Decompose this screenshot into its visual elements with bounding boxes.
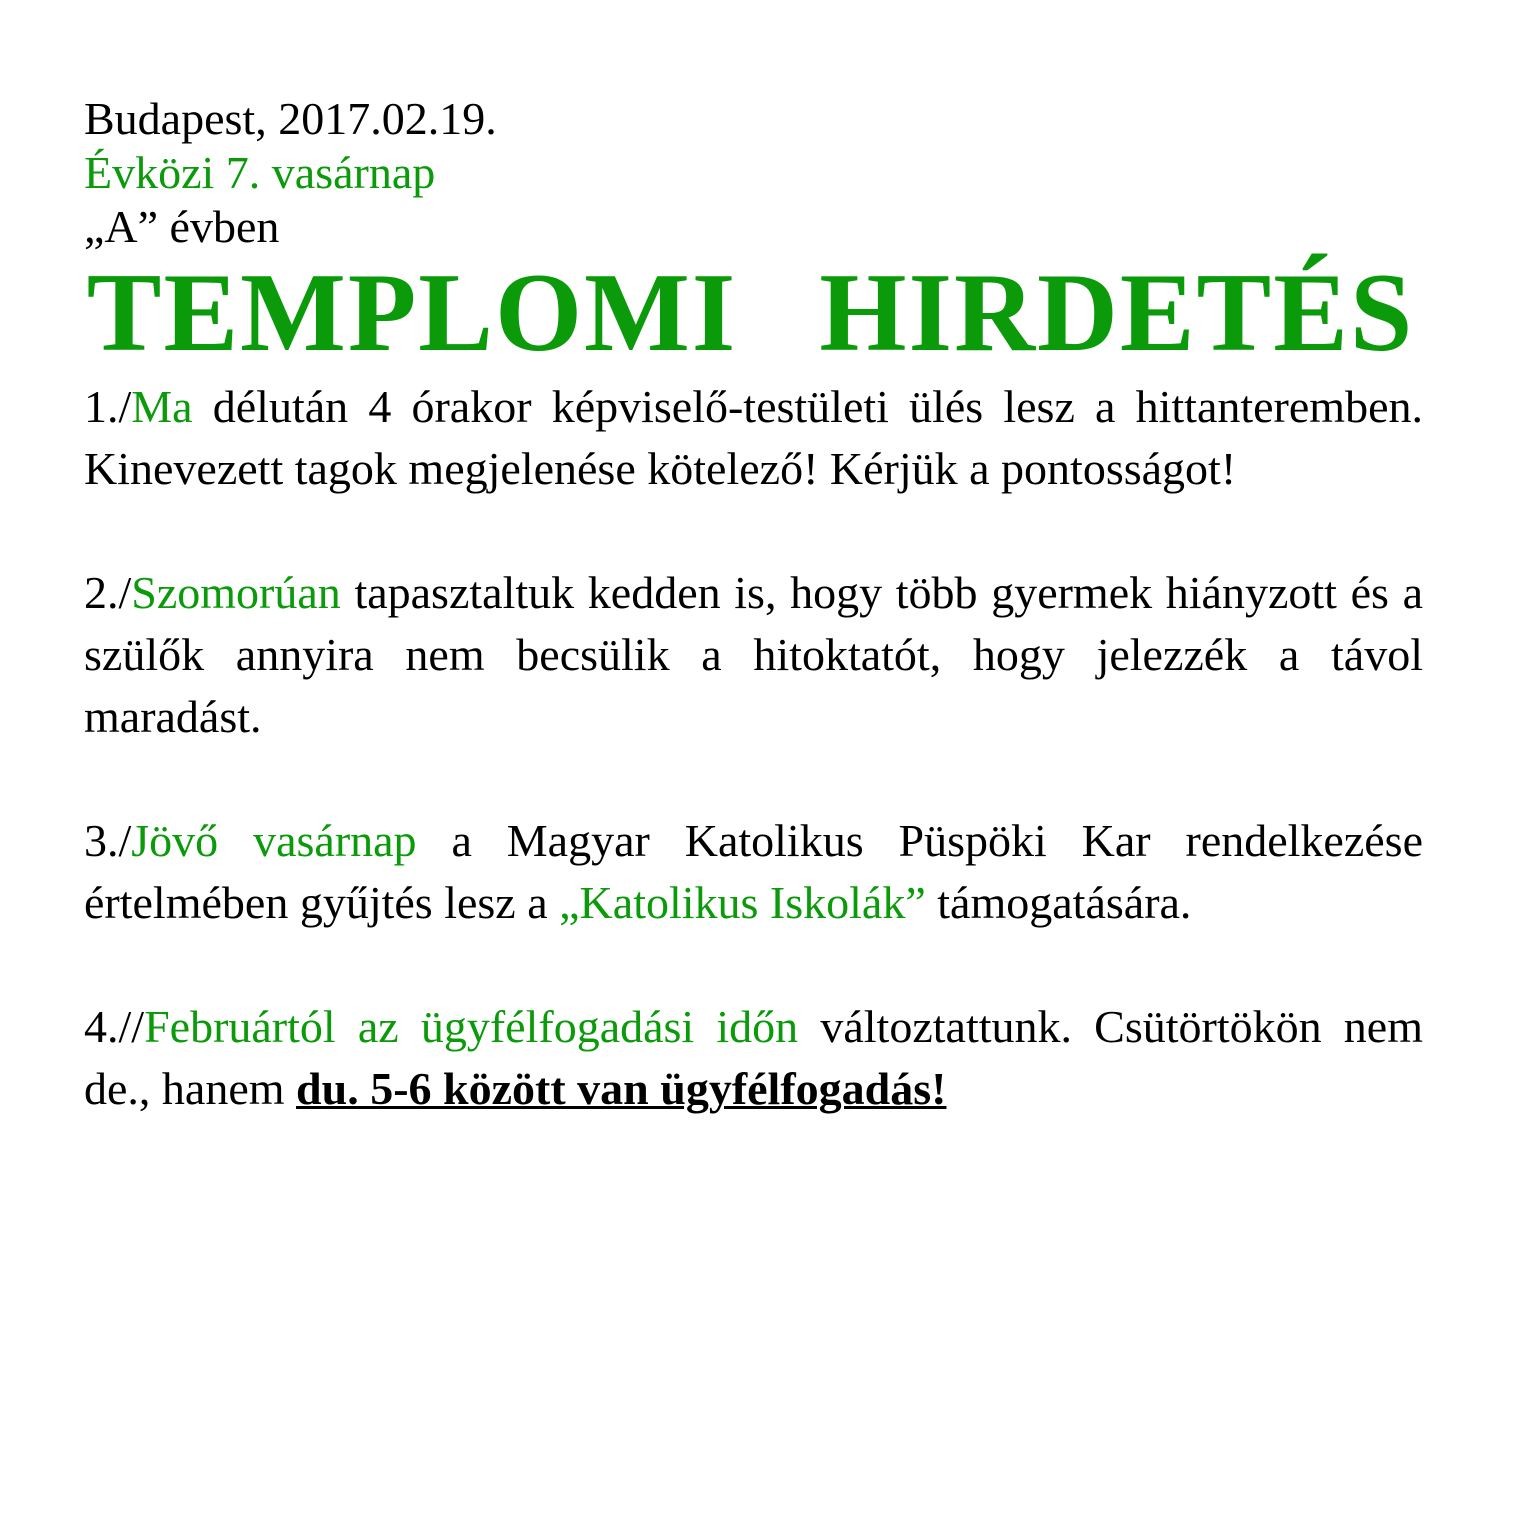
liturgical-year-line: „A” évben: [84, 201, 280, 252]
item-number: 4.//: [84, 1001, 145, 1052]
liturgical-sunday-line: Évközi 7. vasárnap: [84, 147, 436, 198]
announcement-item-4: [84, 996, 1423, 1120]
item-number: 2./: [84, 567, 132, 618]
item-highlight: Jövő vasárnap: [131, 815, 417, 866]
page-title: TEMPLOMI HIRDETÉS: [86, 251, 1415, 375]
item-text: a Magyar Katolikus Püspöki Kar rendelkezése értelmében gyűjtés lesz a: [84, 815, 1424, 928]
announcement-item-1: [84, 376, 1423, 500]
item-number: 1./: [84, 381, 132, 432]
item-highlight: Szomorúan: [131, 567, 341, 618]
item-text-end: támogatására.: [925, 877, 1192, 928]
date-line: Budapest, 2017.02.19.: [84, 93, 497, 144]
item-highlight: Februártól az ügyfélfogadási időn: [144, 1001, 799, 1052]
announcement-item-2: [84, 562, 1423, 748]
item-highlight-quote: „Katolikus Iskolák”: [559, 877, 926, 928]
item-emphasis: du. 5-6 között van ügyfélfogadás!: [296, 1063, 947, 1114]
item-text: tapasztaltuk kedden is, hogy több gyermek hiányzott és a szülők annyira nem becsülik a hitoktatót, hogy jelezzék a távol maradást.: [84, 567, 1423, 742]
item-text: délután 4 órakor képviselő-testületi ülés lesz a hittanteremben. Kinevezett tagok megjelenése kötelező! Kérjük a pontosságot!: [84, 381, 1423, 494]
item-number: 3./: [84, 815, 132, 866]
item-text: változtattunk. Csütörtökön nem de., hanem: [84, 1001, 1424, 1114]
announcement-document: [84, 92, 1423, 1120]
announcement-item-3: [84, 810, 1423, 934]
item-highlight: Ma: [131, 381, 193, 432]
